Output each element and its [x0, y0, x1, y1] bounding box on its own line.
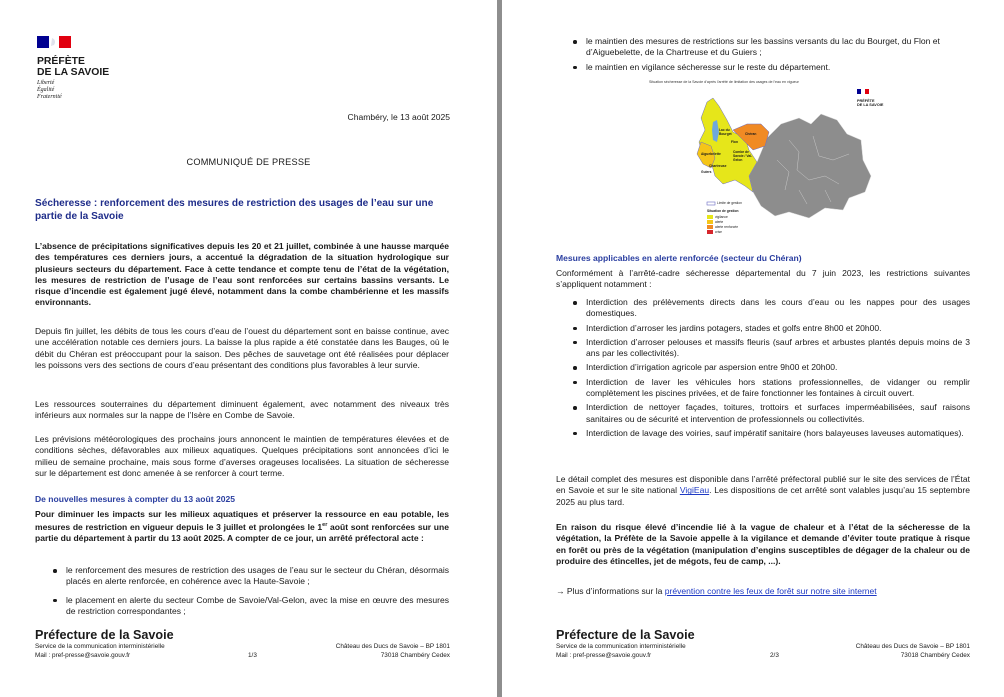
- drought-map: [649, 80, 889, 242]
- savoie-map-svg: [649, 80, 889, 242]
- more-info-line: [556, 586, 877, 597]
- measures-intro-start: Pour diminuer les impacts sur les milieux aquatiques et préserver la ressource en eau potable, les mesures de restriction en vigueur depuis le 3 juillet et prolongées le 1: [35, 509, 449, 533]
- page-number: 1/3: [248, 652, 257, 659]
- footer-title: Préfecture de la Savoie: [556, 628, 695, 642]
- list-item: le renforcement des mesures de restriction des usages de l’eau sur le secteur du Chéran, désormais placés en alerte renforcée, en cohérence avec la Haute-Savoie ;: [50, 565, 449, 588]
- footer-address-1: Château des Ducs de Savoie – BP 1801: [335, 643, 450, 650]
- legend-swatch-alerte: [707, 220, 713, 224]
- footer-address-2: 73018 Chambéry Cedex: [900, 652, 970, 659]
- fire-prevention-link[interactable]: prévention contre les feux de forêt sur notre site internet: [664, 586, 877, 596]
- list-item: Interdiction de nettoyer façades, toitures, trottoirs et surfaces imperméabilisées, sauf raisons sanitaires ou de sécurité et intervention de professionnels ou collectivités.: [570, 402, 970, 425]
- press-release-label: COMMUNIQUÉ DE PRESSE: [186, 157, 311, 167]
- list-item: le placement en alerte du secteur Combe de Savoie/Val-Gelon, avec la mise en œuvre des mesures de restriction correspondantes ;: [50, 595, 449, 618]
- list-item: Interdiction d’irrigation agricole par aspersion entre 9h00 et 20h00.: [570, 362, 970, 373]
- map-label-flon: Flon: [731, 140, 738, 144]
- detail-paragraph: [556, 474, 970, 508]
- press-date: Chambéry, le 13 août 2025: [347, 112, 450, 122]
- map-label-combe-de-savoie: Combe de Savoie / Val-Gelon: [733, 150, 753, 162]
- legend-swatch-vigilance: [707, 215, 713, 219]
- list-item: Interdiction des prélèvements directs dans les cours d’eau ou les nappes pour des usages domestiques.: [570, 297, 970, 320]
- map-label-guiers: Guiers: [701, 170, 712, 174]
- list-item: Interdiction de laver les véhicules hors stations professionnelles, de vidanger ou remplir complètement les piscines privées, et de faire fonctionner les fontaines à circuit ouvert.: [570, 377, 970, 400]
- measures-list-top: [570, 36, 974, 73]
- paragraph-forecast: Les prévisions météorologiques des prochains jours annoncent le maintien de températures élevées et de conditions sèches, défavorables aux milieux aquatiques. Quelques précipitations sont annoncées d’ici le milieu de semaine prochaine, mais sous forme d’averses orageuses localisées. La situation de sécheresse sur le département est donc amenée à se renforcer à court terme.: [35, 434, 449, 478]
- list-item: le maintien des mesures de restrictions sur les bassins versants du lac du Bourget, du Flon et d’Aiguebelette, de la Chartreuse et du Guiers ;: [570, 36, 974, 59]
- measures-intro: [35, 509, 449, 545]
- mini-logo-line-2: DE LA SAVOIE: [857, 103, 884, 108]
- cheran-intro: Conformément à l’arrêté-cadre sécheresse départemental du 7 juin 2023, les restrictions suivantes s’appliquent notamment :: [556, 268, 970, 290]
- more-info-prefix: → Plus d’informations sur la: [556, 586, 665, 596]
- map-label-chartreuse: Chartreuse: [709, 164, 727, 168]
- measures-intro-sup: er: [322, 522, 328, 529]
- cheran-measures-list: [570, 297, 970, 439]
- mini-logo-line-1: PRÉFÈTE: [857, 99, 875, 103]
- detail-text-end: . Les dispositions de cet arrêté sont valables jusqu’au 15 septembre 2025 au plus tard.: [556, 485, 970, 507]
- map-label-cheran: Chéran: [745, 132, 757, 136]
- footer-service: Service de la communication interministérielle: [35, 643, 165, 650]
- document-page-2: [502, 0, 1004, 697]
- motto-liberte: Liberté: [37, 80, 55, 86]
- logo-line-2: DE LA SAVOIE: [37, 67, 110, 78]
- footer-mail: Mail : pref-presse@savoie.gouv.fr: [556, 652, 652, 659]
- motto-egalite: Égalité: [37, 87, 55, 93]
- measures-intro-end: août sont renforcées sur une partie du département à partir du 13 août 2025. A compter de ce jour, un arrêté préfectoral acte :: [35, 522, 449, 544]
- document-page-1: [0, 0, 497, 697]
- section-heading-new-measures: De nouvelles mesures à compter du 13 août 2025: [35, 494, 235, 504]
- motto-fraternite: Fraternité: [37, 94, 62, 100]
- prefecture-logo: [37, 35, 137, 101]
- press-title: Sécheresse : renforcement des mesures de restriction des usages de l’eau sur une partie de la Savoie: [35, 198, 434, 222]
- list-item: Interdiction d’arroser les jardins potagers, stades et golfs entre 8h00 et 20h00.: [570, 323, 970, 334]
- section-heading-cheran: Mesures applicables en alerte renforcée (secteur du Chéran): [556, 253, 802, 263]
- map-label-aiguebelette: Aiguebelette: [701, 152, 721, 156]
- footer-service: Service de la communication interministérielle: [556, 643, 686, 650]
- footer-address-1: Château des Ducs de Savoie – BP 1801: [855, 643, 970, 650]
- legend-limits-label: Limite de gestion: [717, 201, 742, 205]
- lead-paragraph: L’absence de précipitations significatives depuis les 20 et 21 juillet, combinée à une hausse marquée des températures ces derniers jours, a accentué la dégradation de la situation hydrologique sur plusieurs secteurs du département. Face à cette tendance et compte tenu de l’état de la végétation, les mesures de restriction de l’usage de l’eau sont renforcées sur certains bassins versants. Le risque d’incendie est également jugé élevé, notamment dans la combe chambérienne et les massifs environnants.: [35, 241, 449, 308]
- detail-text-start: Le détail complet des mesures est disponible dans l’arrêté préfectoral publié sur le site des services de l’État en Savoie et sur le site national: [556, 474, 970, 496]
- footer-address-2: 73018 Chambéry Cedex: [380, 652, 450, 659]
- measures-list-page1: [50, 565, 449, 617]
- footer-mail: Mail : pref-presse@savoie.gouv.fr: [35, 652, 131, 659]
- paragraph-flows: Depuis fin juillet, les débits de tous les cours d’eau de l’ouest du département sont en baisse continue, avec une accélération notable ces derniers jours. La baisse la plus rapide a été constatée dans les Bauges, où le débit du Chéran est préoccupant pour la saison. Des pêches de sauvetage ont été réalisées pour déplacer les poissons vers des sections de cours d’eau présentant des conditions plus favorables à leur survie.: [35, 326, 449, 370]
- legend-swatch-limits: [707, 202, 715, 205]
- legend-label-alerte: alerte: [715, 220, 724, 224]
- map-zone-vigilance-grey: [749, 114, 871, 218]
- footer-title: Préfecture de la Savoie: [35, 628, 174, 642]
- list-item: Interdiction d’arroser pelouses et massifs fleuris (sauf arbres et arbustes plantés depuis moins de 3 ans par les collectivités).: [570, 337, 970, 360]
- logo-line-1: PRÉFÈTE: [37, 56, 85, 67]
- legend-label-crise: crise: [715, 230, 722, 234]
- list-item: Interdiction de lavage des voiries, sauf impératif sanitaire (hors balayeuses laveuses automatiques).: [570, 428, 970, 439]
- fire-warning: En raison du risque élevé d’incendie lié à la vague de chaleur et à l’état de la sécheresse de la végétation, la Préfète de la Savoie appelle à la vigilance et demande d’éviter toute pratique à risque en forêt ou près de la végétation (manipulation d’engins susceptibles de dégager de la chaleur ou de produire des étincelles, jet de mégots, feu de camp, ...).: [556, 522, 970, 566]
- legend-label-alerte-renforcee: alerte renforcée: [715, 225, 739, 229]
- marianne-flag-icon: [37, 36, 71, 48]
- map-caption: Situation sécheresse de la Savoie d’après l’arrêté de limitation des usages de l’eau en vigueur: [649, 80, 799, 84]
- legend-swatch-alerte-renforcee: [707, 225, 713, 229]
- map-label-bourget: Lac du Bourget: [719, 128, 732, 136]
- legend-swatch-crise: [707, 230, 713, 234]
- legend-label-vigilance: vigilance: [715, 215, 728, 219]
- page-number: 2/3: [770, 652, 779, 659]
- vigieau-link[interactable]: VigiEau: [679, 485, 710, 496]
- paragraph-groundwater: Les ressources souterraines du département diminuent également, avec notamment des niveaux très inférieurs aux normales sur la nappe de l’Isère en Combe de Savoie.: [35, 399, 449, 421]
- legend-title: Situation de gestion: [707, 209, 739, 213]
- list-item: le maintien en vigilance sécheresse sur le reste du département.: [570, 62, 974, 73]
